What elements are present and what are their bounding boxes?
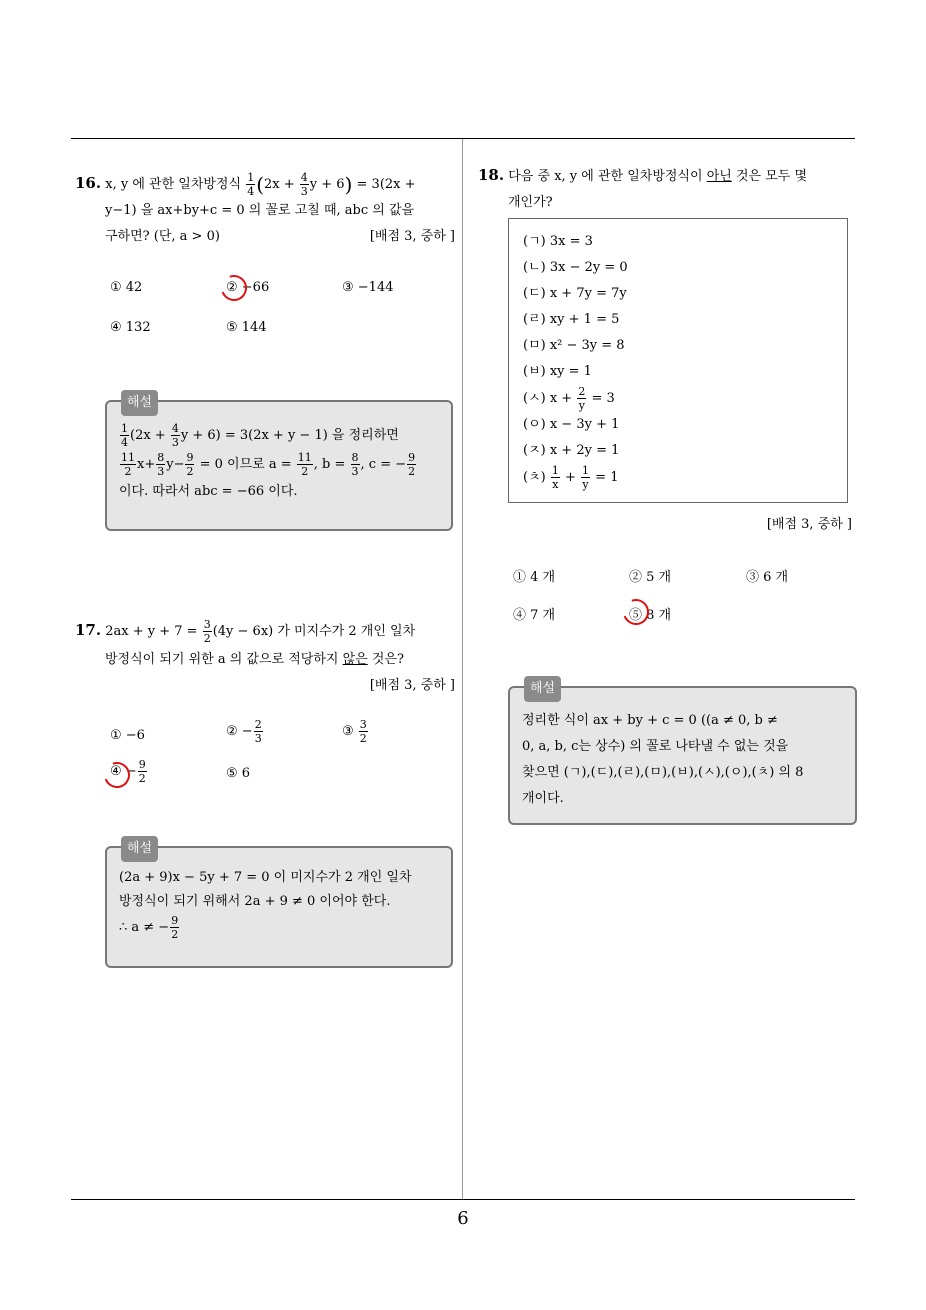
item-ㅅ xyxy=(523,385,833,412)
solution-tag: 해설 xyxy=(121,836,158,862)
denominator: 2 xyxy=(124,465,132,478)
q18-equation-box xyxy=(508,218,848,503)
q18-underlined: 아닌 xyxy=(706,169,732,184)
denominator: 3 xyxy=(254,732,262,745)
column-divider xyxy=(462,139,463,1200)
sol-text: = 0 이므로 a = xyxy=(199,457,292,472)
q18-score: [배점 3, 중하 ] xyxy=(766,517,852,532)
sol-line3: 찾으면 (ㄱ),(ㄷ),(ㄹ),(ㅁ),(ㅂ),(ㅅ),(ㅇ),(ㅊ) 의 8 xyxy=(522,765,804,780)
item-text: = 3 xyxy=(591,391,615,406)
sol-text: x+ xyxy=(137,457,156,472)
q16-text: y + 6 xyxy=(309,177,345,192)
choice-4[interactable]: ④ 132 xyxy=(110,320,151,335)
fraction xyxy=(581,464,590,491)
choice-text: ④ − xyxy=(110,764,137,779)
bottom-rule xyxy=(71,1199,855,1200)
denominator: 2 xyxy=(186,465,194,478)
score-label: [배점 3, 중하 ] xyxy=(369,229,455,244)
numerator: 8 xyxy=(157,451,165,464)
denominator: 3 xyxy=(171,436,179,449)
choice-2[interactable]: ② −66 xyxy=(226,280,270,295)
fraction xyxy=(138,758,147,785)
choice-2[interactable] xyxy=(226,718,264,745)
choice-1[interactable]: ① 42 xyxy=(110,280,143,295)
q18-line1 xyxy=(478,162,860,190)
q17-text: 2ax + y + 7 = xyxy=(105,624,198,639)
numerator: 9 xyxy=(186,451,194,464)
fraction xyxy=(156,451,165,478)
q17-line2 xyxy=(75,647,455,673)
fraction xyxy=(246,171,255,198)
choice-5[interactable]: ⑤ 144 xyxy=(226,320,267,335)
fraction xyxy=(551,464,560,491)
numerator: 8 xyxy=(351,451,359,464)
sol-line2: 방정식이 되기 위해서 2a + 9 ≠ 0 이어야 한다. xyxy=(119,894,391,909)
question-16 xyxy=(75,170,455,250)
q17-text: (4y − 6x) 가 미지수가 2 개인 일차 xyxy=(212,624,416,639)
sol-text: y− xyxy=(166,457,185,472)
sol-line2 xyxy=(119,450,439,480)
item-text: + xyxy=(564,470,576,485)
paren-close: ) xyxy=(344,172,353,197)
item-ㅈ: (ㅈ) x + 2y = 1 xyxy=(523,443,620,458)
fraction xyxy=(300,171,309,198)
item-text: = 1 xyxy=(595,470,619,485)
numerator: 4 xyxy=(171,422,179,435)
item-ㅁ: (ㅁ) x² − 3y = 8 xyxy=(523,338,625,353)
numerator: 2 xyxy=(578,385,586,398)
question-18 xyxy=(478,162,860,216)
denominator: 2 xyxy=(408,465,416,478)
numerator: 1 xyxy=(121,422,128,435)
numerator: 3 xyxy=(359,718,367,731)
denominator: 4 xyxy=(121,436,128,449)
q16-line3 xyxy=(75,224,455,250)
choice-1[interactable]: ① 4 개 xyxy=(513,570,556,585)
question-number: 17. xyxy=(75,621,102,639)
item-ㅂ: (ㅂ) xy = 1 xyxy=(523,364,592,379)
numerator: 1 xyxy=(582,464,590,477)
q17-line3 xyxy=(75,673,455,699)
numerator: 9 xyxy=(171,914,179,927)
denominator: y xyxy=(578,399,585,412)
fraction xyxy=(170,914,179,941)
question-number: 16. xyxy=(75,174,102,192)
sol-line3: 이다. 따라서 abc = −66 이다. xyxy=(119,484,298,499)
item-ㄹ: (ㄹ) xy + 1 = 5 xyxy=(523,312,620,327)
fraction xyxy=(351,451,360,478)
denominator: 4 xyxy=(247,185,255,198)
sol-text: ∴ a ≠ − xyxy=(119,920,170,935)
numerator: 3 xyxy=(203,618,211,631)
solution-tag: 해설 xyxy=(524,676,561,702)
denominator: 2 xyxy=(203,632,211,645)
question-17 xyxy=(75,615,455,699)
denominator: 3 xyxy=(300,185,308,198)
answer-circle-mark xyxy=(217,271,252,306)
q18-solution-box xyxy=(508,681,857,825)
top-rule xyxy=(71,138,855,139)
answer-circle-mark xyxy=(619,595,654,630)
sol-line3 xyxy=(119,914,439,941)
q16-text: x, y 에 관한 일차방정식 xyxy=(105,177,242,192)
denominator: 2 xyxy=(138,772,146,785)
page-number: 6 xyxy=(457,1208,469,1229)
fraction xyxy=(120,422,129,449)
solution-tag: 해설 xyxy=(121,390,158,416)
sol-line1: 정리한 식이 ax + by + c = 0 ((a ≠ 0, b ≠ xyxy=(522,713,778,728)
q17-line1 xyxy=(75,615,455,647)
fraction xyxy=(120,451,136,478)
denominator: 3 xyxy=(157,465,165,478)
denominator: x xyxy=(552,478,559,491)
choice-3[interactable]: ③ 6 개 xyxy=(746,570,789,585)
item-text: (ㅊ) xyxy=(523,470,546,485)
fraction xyxy=(254,718,263,745)
choice-4[interactable]: ④ 7 개 xyxy=(513,608,556,623)
question-number: 18. xyxy=(478,166,505,184)
numerator: 11 xyxy=(121,451,135,464)
item-ㅇ: (ㅇ) x − 3y + 1 xyxy=(523,417,620,432)
numerator: 2 xyxy=(254,718,262,731)
q16-line2: y−1) 을 ax+by+c = 0 의 꼴로 고칠 때, abc 의 값을 xyxy=(105,203,415,218)
denominator: 3 xyxy=(351,465,359,478)
choice-5[interactable]: ⑤ 6 xyxy=(226,766,251,781)
sol-line4: 개이다. xyxy=(522,791,564,806)
sol-text: , c = − xyxy=(360,457,407,472)
item-ㄷ: (ㄷ) x + 7y = 7y xyxy=(523,286,627,301)
numerator: 1 xyxy=(551,464,559,477)
sol-line2: 0, a, b, c는 상수) 의 꼴로 나타낼 수 없는 것을 xyxy=(522,739,789,754)
q17-solution-box xyxy=(105,841,453,968)
choice-3[interactable]: ③ −144 xyxy=(342,280,394,295)
numerator: 9 xyxy=(138,758,146,771)
choice-3[interactable] xyxy=(342,718,369,745)
fraction xyxy=(577,385,586,412)
fraction xyxy=(359,718,368,745)
choice-5[interactable]: ⑤ 8 개 xyxy=(629,608,672,623)
denominator: 2 xyxy=(359,732,367,745)
numerator: 1 xyxy=(247,171,255,184)
q16-choices xyxy=(110,280,450,340)
choice-2[interactable]: ② 5 개 xyxy=(629,570,672,585)
item-ㅊ xyxy=(523,464,833,491)
q18-text: 다음 중 x, y 에 관한 일차방정식이 xyxy=(508,169,703,184)
denominator: 2 xyxy=(171,928,179,941)
q16-solution-box xyxy=(105,395,453,531)
q17-underlined: 않은 xyxy=(342,652,368,667)
q16-text: = 3(2x + xyxy=(356,177,416,192)
score-label: [배점 3, 중하 ] xyxy=(369,678,455,693)
fraction xyxy=(203,618,212,645)
fraction xyxy=(297,451,313,478)
choice-1[interactable]: ① −6 xyxy=(110,728,145,743)
sol-text: , b = xyxy=(313,457,346,472)
sol-line1 xyxy=(119,422,439,450)
fraction xyxy=(407,451,416,478)
q18-line2: 개인가? xyxy=(508,195,553,210)
q16-text: 구하면? (단, a > 0) xyxy=(105,229,220,244)
numerator: 4 xyxy=(300,171,308,184)
q18-text: 것은 모두 몇 xyxy=(735,169,808,184)
q17-choices xyxy=(110,718,450,798)
item-ㄴ: (ㄴ) 3x − 2y = 0 xyxy=(523,260,628,275)
denominator: 2 xyxy=(301,465,309,478)
numerator: 9 xyxy=(408,451,416,464)
item-ㄱ: (ㄱ) 3x = 3 xyxy=(523,234,593,249)
q16-line1 xyxy=(75,170,455,198)
fraction xyxy=(185,451,194,478)
denominator: y xyxy=(582,478,589,491)
q17-text: 것은? xyxy=(371,652,404,667)
item-text: (ㅅ) x + xyxy=(523,391,573,406)
fraction xyxy=(171,422,180,449)
choice-text: ② − xyxy=(226,724,253,739)
q17-text: 방정식이 되기 위한 a 의 값으로 적당하지 xyxy=(105,652,339,667)
q16-text: 2x + xyxy=(264,177,295,192)
numerator: 11 xyxy=(297,451,312,464)
choice-text: ③ xyxy=(342,724,354,739)
q18-choices xyxy=(513,566,853,626)
sol-text: y + 6) = 3(2x + y − 1) 을 정리하면 xyxy=(180,428,399,443)
sol-text: (2x + xyxy=(130,428,166,443)
paren-open: ( xyxy=(256,172,265,197)
sol-line1: (2a + 9)x − 5y + 7 = 0 이 미지수가 2 개인 일차 xyxy=(119,870,412,885)
